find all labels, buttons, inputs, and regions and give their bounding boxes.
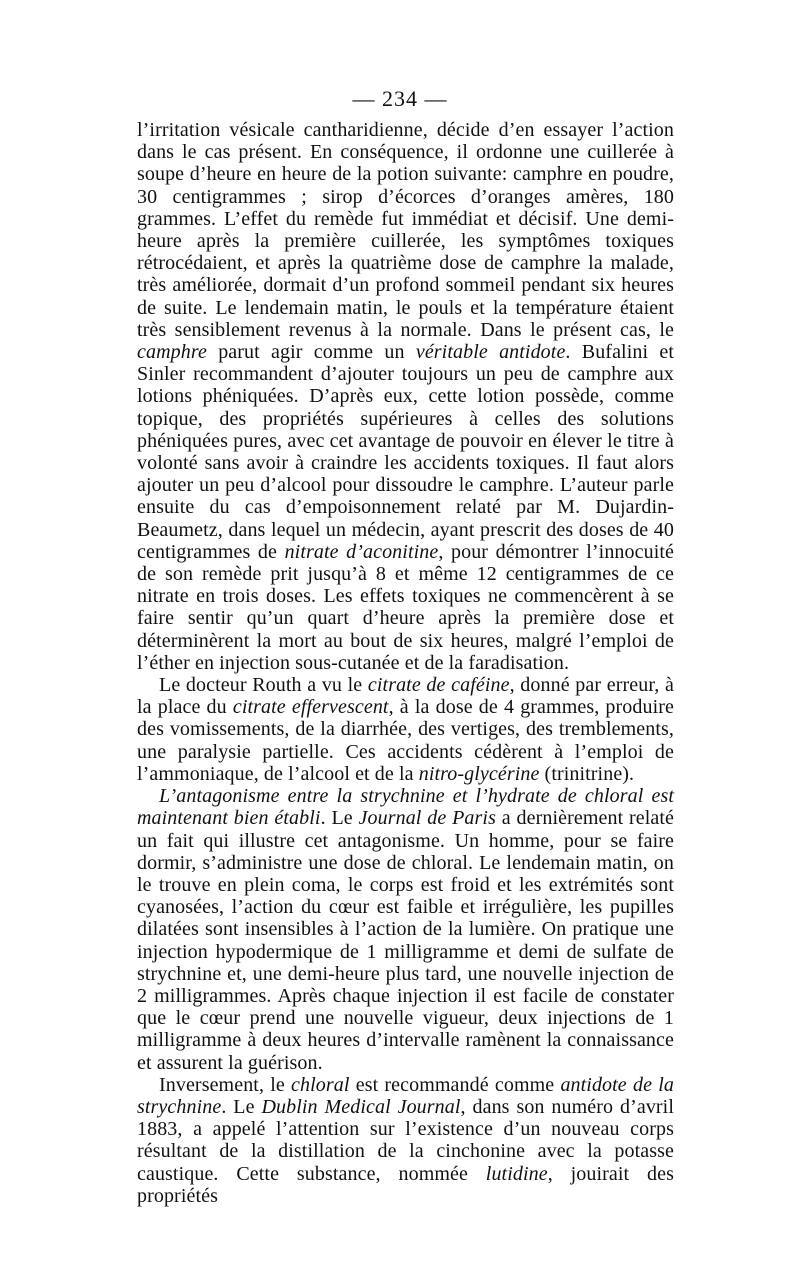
italic-text: véritable antidote bbox=[415, 341, 566, 364]
text-run: (trinitrine). bbox=[539, 762, 635, 785]
text-run: l’irritation vésicale cantharidienne, décide d’en essayer l’action dans le cas présent. En conséquence, il ordonne une cuillerée à soupe d’heure en heure de la potion suivante: camphre en poudre, 30 centigrammes ; sirop d’écorces d’oranges amères, 180 grammes. L’effet du remède fut immédiat et décisif. Une demi-heure après la première cuillerée, les symptômes toxiques rétrocédaient, et après la quatrième dose de camphre la malade, très améliorée, dormait d’un profond sommeil pendant six heures de suite. Le lendemain matin, le pouls et la température étaient très sensiblement revenus à la normale. Dans le présent cas, le bbox=[137, 119, 674, 341]
italic-text: L’antagonisme entre la strychnine et l’hydrate de chloral est maintenant bien établi bbox=[137, 785, 674, 830]
italic-text: Journal de Paris bbox=[358, 807, 496, 830]
paragraph bbox=[137, 674, 674, 785]
paragraph bbox=[137, 785, 674, 1074]
paragraph bbox=[137, 119, 674, 674]
text-run: Le docteur Routh a vu le bbox=[159, 674, 368, 697]
italic-text: chloral bbox=[291, 1073, 350, 1096]
italic-text: nitro-glycérine bbox=[418, 762, 540, 785]
italic-text: camphre bbox=[137, 341, 207, 364]
page-number: — 234 — bbox=[352, 86, 448, 111]
text-run: , donné par erreur, à la place du bbox=[137, 674, 674, 719]
body-text bbox=[137, 119, 674, 1207]
italic-text: citrate de caféine bbox=[367, 674, 510, 697]
italic-text: citrate effervescent bbox=[232, 696, 389, 719]
italic-text: lutidine bbox=[485, 1162, 548, 1185]
text-run: parut agir comme un bbox=[206, 341, 416, 364]
text-run: . Bufalini et Sinler recommandent d’ajouter toujours un peu de camphre aux lotions phéniquées. D’après eux, cette lotion possède, comme topique, des propriétés supérieures à celles des solutions phéniquées pures, avec cet avantage de pouvoir en élever le titre à volonté sans avoir à craindre les accidents toxiques. Il faut alors ajouter un peu d’alcool pour dissoudre le camphre. L’auteur parle ensuite du cas d’empoisonnement relaté par M. Dujardin-Beaumetz, dans lequel un médecin, ayant prescrit des doses de 40 centigrammes de bbox=[137, 341, 674, 563]
text-run: , à la dose de 4 grammes, produire des vomissements, de la diarrhée, des vertiges, des tremblements, une paralysie partielle. Ces accidents cédèrent à l’emploi de l’ammoniaque, de l’alcool et de la bbox=[137, 696, 674, 785]
text-run: . Le bbox=[221, 1095, 262, 1118]
text-run: . Le bbox=[320, 807, 359, 830]
text-run: Inversement, le bbox=[159, 1073, 292, 1096]
italic-text: antidote de la strychnine bbox=[137, 1073, 674, 1118]
italic-text: nitrate d’aconitine bbox=[284, 540, 439, 563]
text-run: , dans son numéro d’avril 1883, a appelé l’attention sur l’existence d’un nouveau corps résultant de la distillation de la cinchonine avec la potasse caustique. Cette substance, nommée bbox=[137, 1095, 674, 1185]
paragraph bbox=[137, 1074, 674, 1207]
italic-text: Dublin Medical Journal bbox=[261, 1095, 461, 1118]
text-run: est recommandé comme bbox=[349, 1073, 561, 1096]
text-run: , jouirait des propriétés bbox=[137, 1162, 674, 1207]
text-run: , pour démontrer l’innocuité de son remède prit jusqu’à 8 et même 12 centigrammes de ce nitrate en trois doses. Les effets toxiques ne commencèrent à se faire sentir qu’un quart d’heure après la première dose et déterminèrent la mort au bout de six heures, malgré l’emploi de l’éther en injection sous-cutanée et de la faradisation. bbox=[137, 540, 674, 674]
text-run: a dernièrement relaté un fait qui illustre cet antagonisme. Un homme, pour se faire dormir, s’administre une dose de chloral. Le lendemain matin, on le trouve en plein coma, le corps est froid et les extrémités sont cyanosées, l’action du cœur est faible et irrégulière, les pupilles dilatées sont insensibles à l’action de la lumière. On pratique une injection hypodermique de 1 milligramme et demi de sulfate de strychnine et, une demi-heure plus tard, une nouvelle injection de 2 milligrammes. Après chaque injection il est facile de constater que le cœur prend une nouvelle vigueur, deux injections de 1 milligramme à deux heures d’intervalle ramènent la connaissance et assurent la guérison. bbox=[137, 807, 675, 1074]
